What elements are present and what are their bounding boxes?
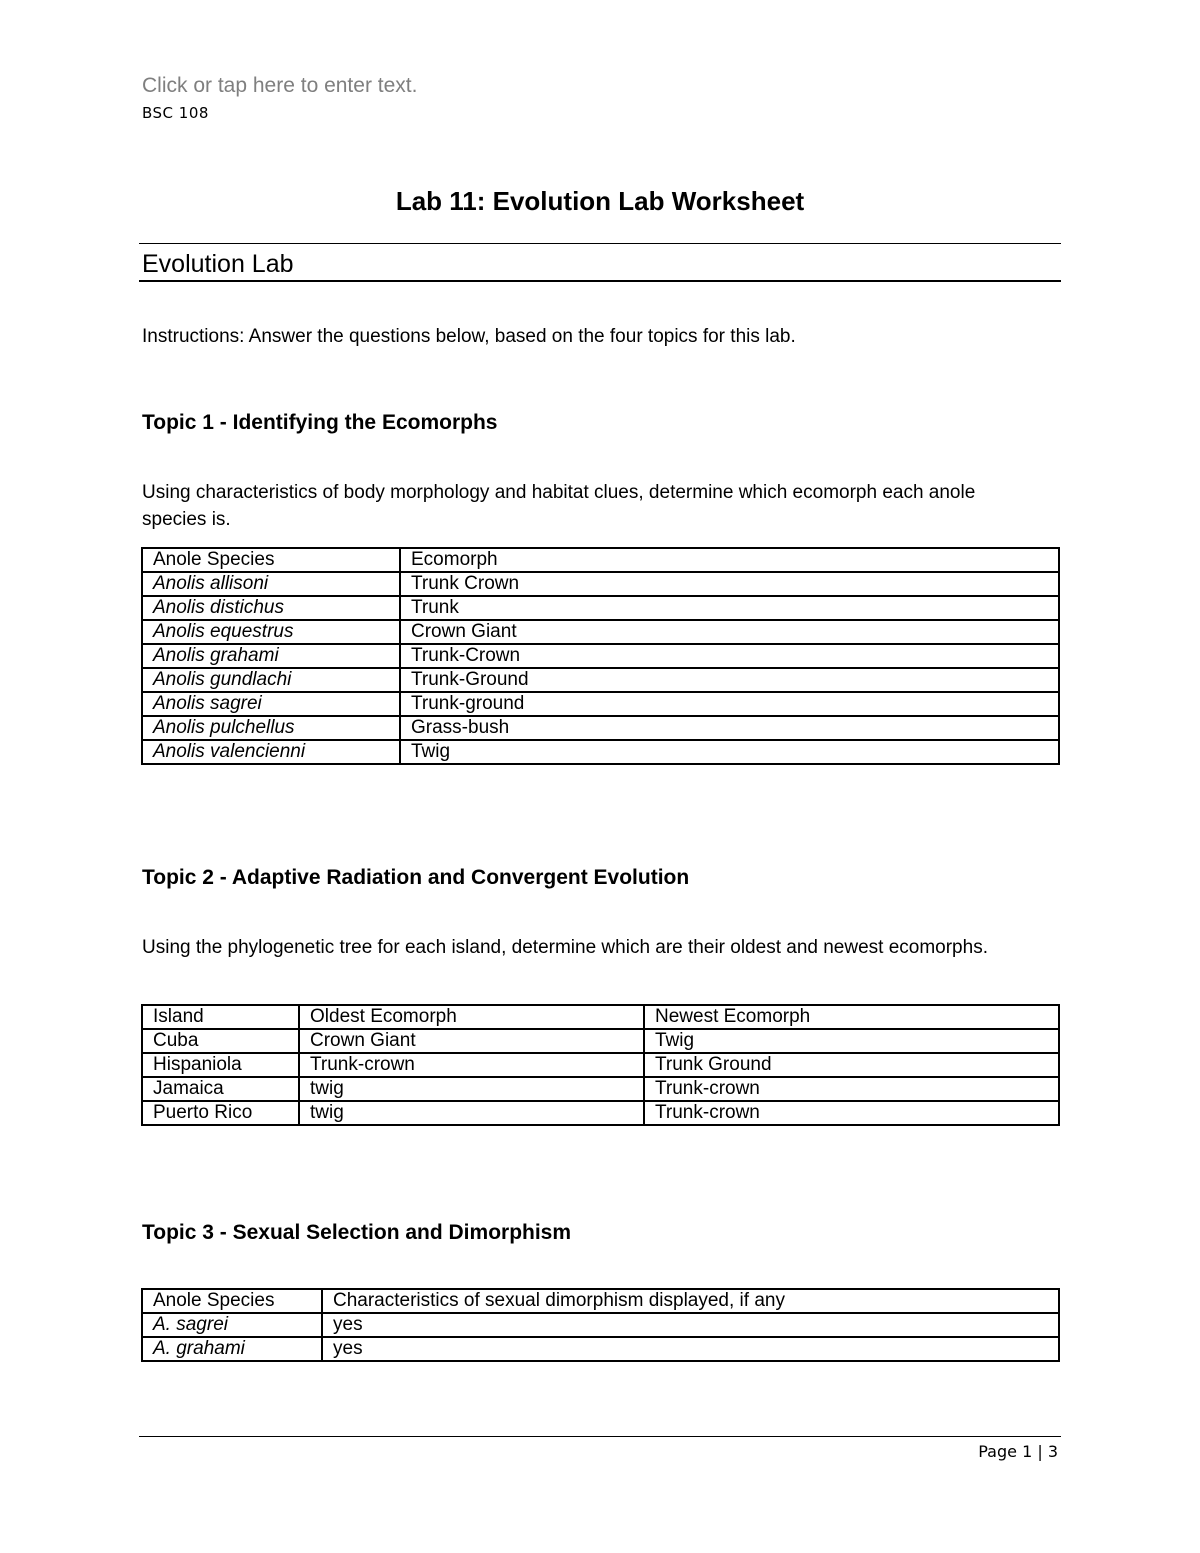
topic1-heading: Topic 1 - Identifying the Ecomorphs [142, 411, 498, 434]
species-cell[interactable]: Anolis pulchellus [142, 716, 400, 740]
species-cell[interactable]: Anolis distichus [142, 596, 400, 620]
table-row [142, 644, 1059, 668]
table-row [142, 692, 1059, 716]
table-row [142, 716, 1059, 740]
ecomorph-cell[interactable]: Trunk Crown [400, 572, 1059, 596]
ecomorph-cell[interactable]: Trunk-ground [400, 692, 1059, 716]
content-control-placeholder[interactable]: Click or tap here to enter text. [142, 74, 418, 97]
species-cell[interactable]: Anolis equestrus [142, 620, 400, 644]
oldest-ecomorph-cell[interactable]: Trunk-crown [299, 1053, 644, 1077]
island-ecomorph-table [141, 1004, 1060, 1126]
table-row [142, 1053, 1059, 1077]
instructions-text: Instructions: Answer the questions below, based on the four topics for this lab. [142, 326, 796, 347]
species-cell[interactable]: A. sagrei [142, 1313, 322, 1337]
ecomorph-cell[interactable]: Grass-bush [400, 716, 1059, 740]
footer-rule [139, 1436, 1061, 1437]
newest-ecomorph-cell[interactable]: Twig [644, 1029, 1059, 1053]
heading-bottom-rule [139, 280, 1061, 282]
island-cell[interactable]: Hispaniola [142, 1053, 299, 1077]
species-cell[interactable]: Anolis valencienni [142, 740, 400, 764]
newest-ecomorph-cell[interactable]: Trunk Ground [644, 1053, 1059, 1077]
table-row [142, 596, 1059, 620]
table-header-row [142, 548, 1059, 572]
species-cell[interactable]: Anolis sagrei [142, 692, 400, 716]
ecomorph-cell[interactable]: Trunk [400, 596, 1059, 620]
oldest-ecomorph-cell[interactable]: twig [299, 1101, 644, 1125]
header-cell: Island [142, 1005, 299, 1029]
ecomorph-cell[interactable]: Trunk-Crown [400, 644, 1059, 668]
document-title: Lab 11: Evolution Lab Worksheet [395, 186, 805, 216]
island-cell[interactable]: Puerto Rico [142, 1101, 299, 1125]
species-cell[interactable]: Anolis gundlachi [142, 668, 400, 692]
species-cell[interactable]: A. grahami [142, 1337, 322, 1361]
course-code: BSC 108 [142, 104, 209, 122]
header-cell: Oldest Ecomorph [299, 1005, 644, 1029]
oldest-ecomorph-cell[interactable]: twig [299, 1077, 644, 1101]
ecomorph-table [141, 547, 1060, 765]
header-cell: Ecomorph [400, 548, 1059, 572]
table-row [142, 1077, 1059, 1101]
ecomorph-cell[interactable]: Trunk-Ground [400, 668, 1059, 692]
table-row [142, 668, 1059, 692]
topic3-heading: Topic 3 - Sexual Selection and Dimorphism [142, 1221, 572, 1244]
header-cell: Anole Species [142, 548, 400, 572]
header-cell: Anole Species [142, 1289, 322, 1313]
island-cell[interactable]: Jamaica [142, 1077, 299, 1101]
table-row [142, 1337, 1059, 1361]
table-row [142, 572, 1059, 596]
island-cell[interactable]: Cuba [142, 1029, 299, 1053]
header-cell: Characteristics of sexual dimorphism displayed, if any [322, 1289, 1059, 1313]
dimorphism-cell[interactable]: yes [322, 1313, 1059, 1337]
table-row [142, 1313, 1059, 1337]
table-row [142, 620, 1059, 644]
oldest-ecomorph-cell[interactable]: Crown Giant [299, 1029, 644, 1053]
table-row [142, 740, 1059, 764]
ecomorph-cell[interactable]: Twig [400, 740, 1059, 764]
page-number: Page 1 | 3 [978, 1442, 1058, 1461]
newest-ecomorph-cell[interactable]: Trunk-crown [644, 1101, 1059, 1125]
topic2-description: Using the phylogenetic tree for each island, determine which are their oldest and newest ecomorphs. [142, 937, 988, 958]
table-header-row [142, 1005, 1059, 1029]
dimorphism-cell[interactable]: yes [322, 1337, 1059, 1361]
species-cell[interactable]: Anolis grahami [142, 644, 400, 668]
species-cell[interactable]: Anolis allisoni [142, 572, 400, 596]
heading-top-rule [139, 243, 1061, 244]
table-header-row [142, 1289, 1059, 1313]
topic2-heading: Topic 2 - Adaptive Radiation and Convergent Evolution [142, 866, 690, 889]
section-heading: Evolution Lab [142, 250, 294, 278]
table-row [142, 1101, 1059, 1125]
newest-ecomorph-cell[interactable]: Trunk-crown [644, 1077, 1059, 1101]
topic1-description: Using characteristics of body morphology and habitat clues, determine which ecomorph each anole species is. [142, 482, 976, 530]
sexual-dimorphism-table [141, 1288, 1060, 1362]
header-cell: Newest Ecomorph [644, 1005, 1059, 1029]
ecomorph-cell[interactable]: Crown Giant [400, 620, 1059, 644]
table-row [142, 1029, 1059, 1053]
